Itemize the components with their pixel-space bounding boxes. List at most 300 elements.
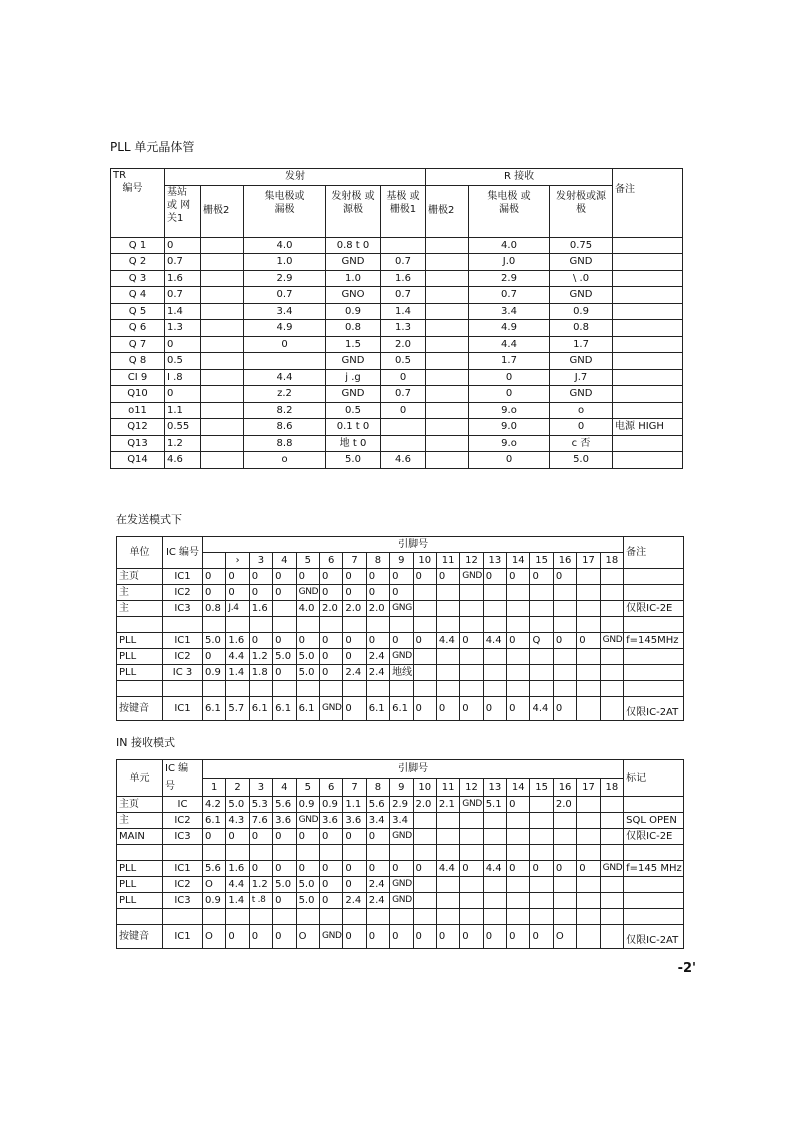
table-cell (613, 320, 683, 337)
table-cell: 0.7 (165, 287, 201, 304)
table-cell: O (296, 925, 319, 949)
table-cell (600, 649, 624, 665)
table-cell (201, 237, 244, 254)
table-cell: 0 (249, 925, 272, 949)
table-cell: 0.9 (203, 893, 226, 909)
table-cell (507, 649, 530, 665)
table-cell: 1.1 (343, 797, 366, 813)
table-row (111, 369, 683, 386)
table-cell: 0 (577, 633, 600, 649)
table-cell: 0.55 (165, 419, 201, 436)
section3-title: IN 接收模式 (116, 736, 175, 749)
table-cell (273, 617, 296, 633)
table-cell: IC3 (163, 601, 203, 617)
table-cell (600, 665, 624, 681)
table-cell (426, 435, 469, 452)
table-cell (426, 369, 469, 386)
table-row (111, 320, 683, 337)
table-cell: GND (460, 797, 483, 813)
pin-number: 4 (273, 778, 296, 797)
table-cell: 0.9 (326, 303, 381, 320)
table-cell: 3.4 (469, 303, 550, 320)
table-cell: IC1 (163, 569, 203, 585)
table-cell (600, 681, 624, 697)
pin-number: 12 (460, 778, 483, 797)
table-cell: 0 (343, 925, 366, 949)
table-cell (600, 813, 624, 829)
pin-number: 8 (366, 778, 389, 797)
table-row (111, 419, 683, 436)
table-cell: 0 (550, 419, 613, 436)
table-cell: 1.3 (381, 320, 426, 337)
table-cell (613, 452, 683, 469)
table-cell: 5.0 (273, 877, 296, 893)
table-cell: 0 (530, 861, 553, 877)
table-row (117, 665, 684, 681)
table-cell: Q14 (111, 452, 165, 469)
unit-header: 单位 (117, 537, 163, 569)
table-cell: 6.1 (249, 697, 272, 721)
table-cell: IC2 (163, 585, 203, 601)
table-cell (201, 369, 244, 386)
table-cell (381, 419, 426, 436)
table-cell (553, 617, 576, 633)
table-row (117, 569, 684, 585)
table-cell (343, 617, 366, 633)
table-cell (436, 893, 459, 909)
table-cell: J.7 (550, 369, 613, 386)
table-cell: IC1 (163, 925, 203, 949)
table-cell (483, 601, 506, 617)
table-cell: J.0 (469, 254, 550, 271)
table-cell (319, 617, 342, 633)
table-cell (460, 829, 483, 845)
pin-number: 5 (296, 778, 319, 797)
table-cell: 0 (507, 797, 530, 813)
table-cell (507, 617, 530, 633)
table-cell: 0 (366, 925, 389, 949)
table-cell (624, 617, 684, 633)
table-cell: 4.6 (381, 452, 426, 469)
table-cell (530, 649, 553, 665)
table-cell (201, 336, 244, 353)
table-cell (600, 845, 624, 861)
pin-number: 18 (600, 553, 624, 569)
table-cell (366, 617, 389, 633)
table-cell: 主页 (117, 797, 163, 813)
table-cell (553, 649, 576, 665)
table-cell (553, 845, 576, 861)
table-cell: 0.9 (296, 797, 319, 813)
table-cell (507, 601, 530, 617)
table-cell: 0 (273, 925, 296, 949)
table-cell (577, 845, 600, 861)
table-cell: 0 (507, 925, 530, 949)
table-cell: 5.6 (366, 797, 389, 813)
table-cell: IC 3 (163, 665, 203, 681)
table-cell: 2.0 (343, 601, 366, 617)
pin-number: 13 (483, 778, 506, 797)
table-cell: 0 (381, 369, 426, 386)
table-cell (530, 681, 553, 697)
table-cell (366, 845, 389, 861)
table-cell: 3.6 (319, 813, 342, 829)
table-cell (577, 697, 600, 721)
table-cell: 2.0 (413, 797, 436, 813)
table-cell: 2.0 (319, 601, 342, 617)
table-cell: 0 (413, 633, 436, 649)
table-row (111, 336, 683, 353)
gate2-rx-header: 栅极2 (426, 185, 469, 237)
table-cell: 0 (436, 925, 459, 949)
table-cell: \ .0 (550, 270, 613, 287)
table-cell: 1.5 (326, 336, 381, 353)
table-cell: 6.1 (366, 697, 389, 721)
table-cell: 8.6 (244, 419, 326, 436)
table-cell: 5.6 (203, 861, 226, 877)
table-cell (600, 617, 624, 633)
collector-rx-header: 集电极 或 漏极 (469, 185, 550, 237)
table-cell (117, 909, 163, 925)
table-cell: Q12 (111, 419, 165, 436)
table-cell: 0 (460, 633, 483, 649)
table-cell (319, 909, 342, 925)
table-cell (507, 845, 530, 861)
table-cell (530, 601, 553, 617)
table-cell: 1.6 (381, 270, 426, 287)
table-cell: 0 (296, 569, 319, 585)
table-cell (203, 681, 226, 697)
table-cell: 3.4 (244, 303, 326, 320)
table-cell: 1.8 (249, 665, 272, 681)
table-cell (483, 845, 506, 861)
table-cell: GND (326, 353, 381, 370)
table-cell (436, 649, 459, 665)
table-cell: 0 (226, 925, 249, 949)
table-cell: 0.9 (203, 665, 226, 681)
table-cell: 0 (436, 697, 459, 721)
table-cell: IC2 (163, 649, 203, 665)
table-cell: Q 3 (111, 270, 165, 287)
table-cell (426, 386, 469, 403)
table-cell (483, 909, 506, 925)
table-cell: 5.0 (550, 452, 613, 469)
table-cell: 0 (249, 861, 272, 877)
table-cell: 0 (343, 877, 366, 893)
pin-number: 3 (249, 553, 272, 569)
pin-number: 16 (553, 778, 576, 797)
table-cell (203, 617, 226, 633)
table-cell: 0 (553, 633, 576, 649)
table-cell (507, 893, 530, 909)
table-cell (460, 601, 483, 617)
table-cell (343, 681, 366, 697)
table-cell (426, 336, 469, 353)
table-cell: 0 (507, 569, 530, 585)
table-cell (624, 893, 684, 909)
emitter-rx-header: 发射极或源 极 (550, 185, 613, 237)
table-cell (390, 845, 413, 861)
table-cell: 4.4 (436, 633, 459, 649)
table-cell (507, 877, 530, 893)
pin-number: 2 (226, 778, 249, 797)
table-cell: 1.6 (226, 861, 249, 877)
table-cell (413, 909, 436, 925)
table-cell (530, 845, 553, 861)
table-cell (201, 303, 244, 320)
table-cell: 按键音 (117, 925, 163, 949)
pin-number: 11 (436, 778, 459, 797)
pin-number: 6 (319, 553, 342, 569)
table-cell: 0 (390, 633, 413, 649)
table-cell: 0 (553, 861, 576, 877)
table-cell: 0 (273, 585, 296, 601)
pin-number: 4 (273, 553, 296, 569)
table-cell: o (244, 452, 326, 469)
table-cell: 5.7 (226, 697, 249, 721)
table-row (111, 452, 683, 469)
table-cell: 0.7 (381, 386, 426, 403)
table-cell (436, 585, 459, 601)
table-cell (530, 893, 553, 909)
pin-number: 9 (390, 778, 413, 797)
table-cell: 0 (273, 893, 296, 909)
table-cell: 0 (577, 861, 600, 877)
table-cell: GND (550, 386, 613, 403)
table-cell (201, 386, 244, 403)
table-cell (201, 435, 244, 452)
pin-number: 9 (390, 553, 413, 569)
table-cell: 2.4 (343, 893, 366, 909)
table-cell: 主 (117, 585, 163, 601)
table-cell (436, 617, 459, 633)
table-cell: IC3 (163, 829, 203, 845)
table-cell (273, 909, 296, 925)
table-cell: GND (390, 829, 413, 845)
table-cell (600, 697, 624, 721)
table-cell: 0 (390, 861, 413, 877)
table-cell: 0.5 (381, 353, 426, 370)
table-cell: 1.2 (165, 435, 201, 452)
table-cell (613, 402, 683, 419)
table-row (117, 697, 684, 721)
table-cell: 0.7 (381, 287, 426, 304)
table-cell: IC1 (163, 697, 203, 721)
pin-number: 17 (577, 778, 600, 797)
table-cell: 1.4 (165, 303, 201, 320)
gate2-header: 栅极2 (201, 185, 244, 237)
table-cell (460, 681, 483, 697)
table-cell: 按键音 (117, 697, 163, 721)
table-cell (426, 402, 469, 419)
table-cell (577, 601, 600, 617)
table-cell (577, 893, 600, 909)
table-cell: 0.8 (550, 320, 613, 337)
table-cell (201, 320, 244, 337)
table-cell: 4.2 (203, 797, 226, 813)
table-cell: 5.3 (249, 797, 272, 813)
table-cell: 0 (319, 569, 342, 585)
table-cell (577, 569, 600, 585)
table-cell: 0 (203, 585, 226, 601)
table-cell (163, 909, 203, 925)
table-row (117, 601, 684, 617)
table-cell (624, 845, 684, 861)
table-cell (613, 303, 683, 320)
table-cell: f=145 MHz (624, 861, 684, 877)
table-cell: 4.4 (436, 861, 459, 877)
table-cell (613, 237, 683, 254)
table-cell (249, 909, 272, 925)
table-cell (426, 303, 469, 320)
table-cell (273, 845, 296, 861)
pin-number: 3 (249, 778, 272, 797)
table-cell (577, 877, 600, 893)
table-cell (577, 925, 600, 949)
table-cell (600, 909, 624, 925)
table-cell: 0 (343, 697, 366, 721)
table-cell (296, 909, 319, 925)
table-cell (577, 617, 600, 633)
table-cell: 0 (507, 697, 530, 721)
table-cell: 5.1 (483, 797, 506, 813)
table-cell: IC (163, 797, 203, 813)
pin-number: 13 (483, 553, 506, 569)
table-row (111, 435, 683, 452)
page-number: -2' (677, 961, 696, 976)
table-cell: GND (296, 585, 319, 601)
table-cell (507, 829, 530, 845)
table-cell: 4.0 (296, 601, 319, 617)
table-cell (381, 435, 426, 452)
pins-header: 引脚号 (203, 537, 624, 553)
pins-header: 引脚号 (203, 760, 624, 779)
table-row (111, 386, 683, 403)
table-cell: PLL (117, 633, 163, 649)
table-cell (553, 893, 576, 909)
table-cell (483, 649, 506, 665)
table-cell: 0 (366, 829, 389, 845)
table-row (117, 909, 684, 925)
table-cell: 8.8 (244, 435, 326, 452)
table-cell (553, 665, 576, 681)
table-cell: 4.9 (469, 320, 550, 337)
table-cell: GND (600, 861, 624, 877)
table-cell: 0 (436, 569, 459, 585)
pin-number: 17 (577, 553, 600, 569)
table-cell: 0 (319, 665, 342, 681)
table-cell (530, 665, 553, 681)
table-cell: GND (390, 893, 413, 909)
table-cell (577, 909, 600, 925)
table-cell (296, 617, 319, 633)
table-cell (426, 353, 469, 370)
table-cell: 0 (319, 861, 342, 877)
table-cell: 0 (273, 633, 296, 649)
table-cell: t .8 (249, 893, 272, 909)
table-cell (483, 617, 506, 633)
table-cell: 0 (507, 633, 530, 649)
section1-title: PLL 单元晶体管 (110, 140, 195, 154)
table-cell (624, 665, 684, 681)
table-cell: 6.1 (296, 697, 319, 721)
table-cell: Q 6 (111, 320, 165, 337)
table-cell: 2.9 (244, 270, 326, 287)
table-cell: GND (326, 386, 381, 403)
table-cell: 0.7 (165, 254, 201, 271)
table-cell: 0 (226, 585, 249, 601)
table-cell (530, 585, 553, 601)
table-row (111, 287, 683, 304)
table-cell: c 否 (550, 435, 613, 452)
table-cell: 4.4 (483, 861, 506, 877)
table-cell (381, 237, 426, 254)
table-cell (577, 649, 600, 665)
table-cell (600, 601, 624, 617)
table-cell: 6.1 (273, 697, 296, 721)
table-cell: 0 (469, 369, 550, 386)
table-cell (226, 681, 249, 697)
pin-number: 7 (343, 553, 366, 569)
table-cell: Q13 (111, 435, 165, 452)
table-cell: GND (460, 569, 483, 585)
emitter-header: 发射极 或 源极 (326, 185, 381, 237)
table-cell (249, 681, 272, 697)
table-cell: Q 1 (111, 237, 165, 254)
table-cell (426, 419, 469, 436)
table-cell: 0 (319, 893, 342, 909)
table-row (117, 877, 684, 893)
table-cell (117, 845, 163, 861)
table-cell: 0 (343, 829, 366, 845)
table-cell: Q10 (111, 386, 165, 403)
table-cell (553, 877, 576, 893)
table-cell: 5.0 (273, 649, 296, 665)
table-cell (624, 681, 684, 697)
table-cell: PLL (117, 861, 163, 877)
table-cell (201, 270, 244, 287)
table-cell: 5.0 (296, 649, 319, 665)
table-cell: 0 (530, 925, 553, 949)
table-cell (624, 569, 684, 585)
pin-number: 10 (413, 778, 436, 797)
table-cell (553, 681, 576, 697)
table-row (117, 813, 684, 829)
table-cell: 1.6 (226, 633, 249, 649)
tr-header: TR 编号 (111, 169, 165, 238)
table-cell: 4.9 (244, 320, 326, 337)
table-cell: 5.6 (273, 797, 296, 813)
table-cell (483, 877, 506, 893)
table-cell: 1.2 (249, 877, 272, 893)
table-cell: 7.6 (249, 813, 272, 829)
table-cell: 6.1 (390, 697, 413, 721)
table-cell: 0 (553, 569, 576, 585)
table-cell (613, 386, 683, 403)
table-cell: 0.8 (326, 320, 381, 337)
table-cell (460, 649, 483, 665)
table-cell: GNG (390, 601, 413, 617)
table-cell: 0.1 t 0 (326, 419, 381, 436)
table-cell (163, 681, 203, 697)
table-cell: 0 (553, 697, 576, 721)
table-cell: 0.9 (319, 797, 342, 813)
table-cell: 主页 (117, 569, 163, 585)
table-row (111, 254, 683, 271)
table-cell: 0 (343, 649, 366, 665)
table-cell (117, 617, 163, 633)
table-cell (600, 877, 624, 893)
